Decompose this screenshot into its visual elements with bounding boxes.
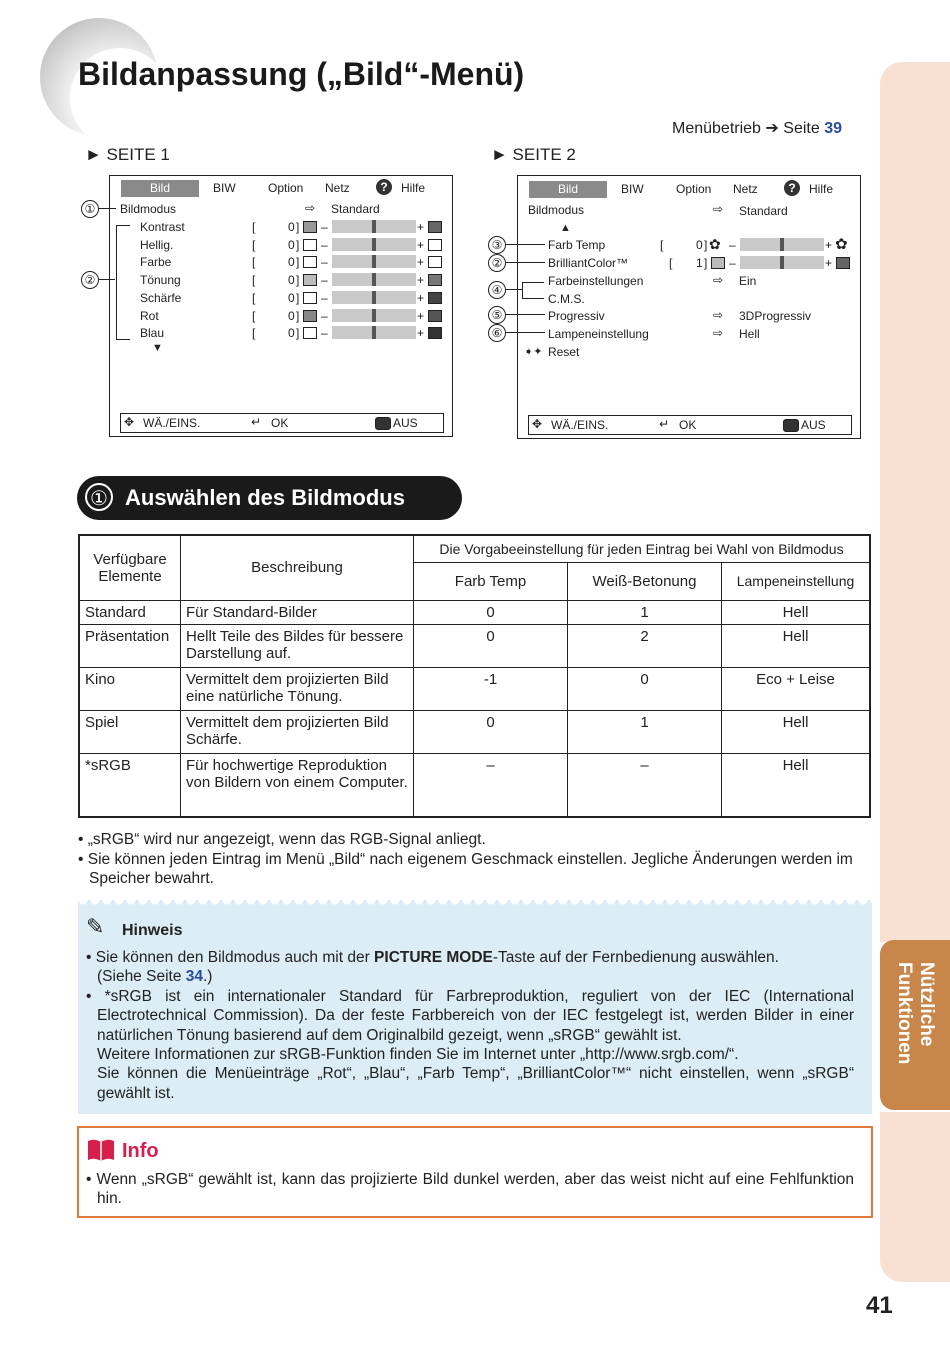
callout-line — [98, 208, 116, 209]
setting-slider[interactable] — [332, 309, 416, 322]
tab-bild: Bild — [121, 180, 199, 197]
footer-select-label: WÄ./EINS. — [551, 418, 609, 432]
footer-exit-label: AUS — [393, 416, 418, 430]
enter-arrow-icon: ⇨ — [713, 202, 724, 216]
tab-hilfe: Hilfe — [401, 181, 426, 195]
arrow-right-icon: ➔ — [765, 120, 779, 137]
footer-ok-label: OK — [271, 416, 289, 430]
cell-weiss: 1 — [568, 710, 722, 753]
osd-lampe-value: Hell — [739, 327, 760, 341]
bracket-close: ] — [704, 256, 708, 270]
minus-sign: – — [729, 256, 736, 270]
callout-5: ⑤ — [488, 306, 506, 324]
bracket-line — [116, 339, 130, 340]
brilliant-icon — [711, 257, 725, 269]
enter-arrow-icon: ⇨ — [713, 308, 724, 322]
bracket-open: [ — [669, 256, 673, 270]
contrast-icon — [428, 221, 442, 233]
section-number: ① — [85, 483, 113, 511]
header-lampe: Lampeneinstellung — [722, 562, 871, 600]
slider-knob[interactable] — [372, 238, 376, 251]
osd-footer — [528, 415, 852, 435]
header-description: Beschreibung — [181, 535, 414, 600]
cell-farbtemp: -1 — [414, 667, 568, 710]
hinweis-bold: PICTURE MODE — [374, 949, 493, 966]
cell-weiss: 0 — [568, 667, 722, 710]
tint-icon — [428, 274, 442, 286]
osd-screen-page2 — [517, 175, 861, 439]
plus-sign: + — [417, 326, 425, 341]
osd-setting-label: Tönung — [140, 273, 181, 288]
minus-sign: – — [321, 290, 328, 305]
osd-footer — [120, 413, 444, 433]
page-title: Bildanpassung („Bild“-Menü) — [78, 56, 525, 92]
enter-icon: ↵ — [251, 415, 262, 429]
plus-sign: + — [825, 256, 833, 270]
footer-select-label: WÄ./EINS. — [143, 416, 201, 430]
slider-knob[interactable] — [780, 238, 784, 251]
osd-lampe-label: Lampeneinstellung — [548, 327, 649, 341]
help-icon: ? — [784, 180, 800, 196]
table-row — [79, 600, 870, 624]
note-item: • Sie können jeden Eintrag im Menü „Bild“ nach eigenem Geschmack einstellen. Jegliche Änderungen werden im Speicher bewahrt. — [78, 850, 853, 887]
bracket-line — [522, 298, 544, 299]
tab-netz: Netz — [325, 181, 350, 195]
brilliant-icon — [836, 257, 850, 269]
bracket-close: ] — [296, 273, 300, 288]
color-temp-icon: ✿ — [709, 236, 721, 252]
slider-knob[interactable] — [372, 291, 376, 304]
setting-slider[interactable] — [332, 255, 416, 268]
osd-setting-label: Rot — [140, 308, 159, 323]
osd-setting-label: Farbe — [140, 255, 172, 270]
bracket-line — [116, 225, 117, 340]
cell-weiss: 2 — [568, 624, 722, 667]
osd-setting-value: 0 — [288, 326, 295, 341]
hinweis-line: Weitere Informationen zur sRGB-Funktion finden Sie im Internet unter „http://www.srgb.com/“. — [97, 1046, 739, 1064]
slider-knob[interactable] — [372, 326, 376, 339]
info-content — [86, 1170, 854, 1209]
setting-slider[interactable] — [332, 326, 416, 339]
cell-element: Kino — [79, 667, 181, 710]
osd-screen-page1 — [109, 175, 453, 437]
hinweis-text: *sRGB ist ein internationaler Standard für Farbreproduktion, reguliert von der IEC (International Electrotechnical Commission). Da der feste Farbbereich von der IEC festgelegt ist, werden Bilder in einer natürlichen Tönung basierend auf dem Originalbild gezeigt, wenn „sRGB“ gewählt ist. — [97, 987, 854, 1044]
hinweis-text: (Siehe Seite — [97, 968, 186, 986]
color-icon — [303, 256, 317, 268]
tab-option: Option — [268, 181, 304, 195]
reset-icon: ➧✦ — [524, 346, 543, 358]
bracket-close: ] — [296, 237, 300, 252]
bracket-close: ] — [296, 308, 300, 323]
osd-progressiv-label: Progressiv — [548, 309, 605, 323]
osd-bildmodus-label: Bildmodus — [528, 203, 585, 217]
hinweis-text: Sie können den Bildmodus auch mit der — [95, 949, 375, 966]
cell-lampe: Hell — [722, 600, 871, 624]
red-icon — [303, 310, 317, 322]
plus-sign: + — [417, 220, 425, 234]
plus-sign: + — [417, 273, 425, 288]
tint-icon — [303, 274, 317, 286]
header-elements: Verfügbare Elemente — [79, 535, 181, 600]
cell-element: Standard — [79, 600, 181, 624]
bracket-close: ] — [296, 326, 300, 341]
tab-biw: BIW — [213, 181, 236, 195]
brightness-icon — [303, 239, 317, 251]
osd-bildmodus-label: Bildmodus — [120, 202, 177, 216]
cell-lampe: Hell — [722, 753, 871, 817]
notes-list — [78, 830, 868, 889]
callout-4: ④ — [488, 281, 506, 299]
tab-biw: BIW — [621, 182, 644, 196]
bracket-open: [ — [252, 220, 256, 234]
callout-2b: ② — [488, 254, 506, 272]
info-item: • Wenn „sRGB“ gewählt ist, kann das projizierte Bild dunkel werden, aber das weist nicht auf eine Fehlfunktion hin. — [86, 1171, 854, 1208]
hinweis-title: Hinweis — [122, 922, 183, 939]
slider-knob[interactable] — [372, 220, 376, 233]
sharpness-icon — [428, 292, 442, 304]
minus-sign: – — [321, 326, 328, 341]
bracket-line — [522, 282, 523, 299]
osd-setting-label: Kontrast — [140, 220, 185, 234]
plus-sign: + — [417, 255, 425, 270]
blue-icon — [303, 327, 317, 339]
setting-slider[interactable] — [332, 220, 416, 233]
minus-sign: – — [321, 255, 328, 270]
hinweis-ref — [86, 967, 854, 986]
table-row — [79, 710, 870, 753]
callout-line — [505, 262, 545, 263]
enter-arrow-icon: ⇨ — [305, 201, 316, 215]
farbtemp-slider[interactable] — [740, 238, 824, 251]
note-text: „sRGB“ wird nur angezeigt, wenn das RGB-Signal anliegt. — [87, 831, 486, 848]
cell-farbtemp: 0 — [414, 624, 568, 667]
bracket-line — [116, 225, 130, 226]
section-title: Auswählen des Bildmodus — [125, 485, 405, 510]
scroll-up-icon: ▲ — [560, 222, 571, 234]
osd-setting-value: 0 — [288, 237, 295, 252]
seite1-label: ► SEITE 1 — [85, 145, 170, 164]
callout-line — [505, 289, 522, 290]
hinweis-text: -Taste auf der Fernbedienung auswählen. — [492, 949, 779, 966]
sharpness-icon — [303, 292, 317, 304]
plus-sign: + — [417, 237, 425, 252]
bracket-open: [ — [252, 237, 256, 252]
cell-weiss: – — [568, 753, 722, 817]
brilliant-slider[interactable] — [740, 256, 824, 269]
table-row — [79, 667, 870, 710]
menu-button-icon — [375, 417, 391, 430]
osd-progressiv-value: 3DProgressiv — [739, 309, 812, 323]
bracket-open: [ — [252, 273, 256, 288]
move-arrows-icon: ✥ — [124, 415, 135, 429]
minus-sign: – — [729, 238, 736, 252]
table-row — [79, 624, 870, 667]
bracket-close: ] — [296, 255, 300, 270]
header-farbtemp: Farb Temp — [414, 562, 568, 600]
bracket-close: ] — [704, 238, 708, 252]
cell-farbtemp: 0 — [414, 600, 568, 624]
header-weiss: Weiß-Betonung — [568, 562, 722, 600]
minus-sign: – — [321, 308, 328, 323]
cell-farbtemp: – — [414, 753, 568, 817]
osd-cms-label: C.M.S. — [548, 292, 585, 306]
cell-farbtemp: 0 — [414, 710, 568, 753]
enter-arrow-icon: ⇨ — [713, 273, 724, 287]
bracket-close: ] — [296, 290, 300, 305]
callout-1: ① — [81, 200, 99, 218]
osd-bildmodus-value: Standard — [739, 204, 788, 218]
table-row — [79, 753, 870, 817]
osd-setting-value: 0 — [288, 273, 295, 288]
setting-slider[interactable] — [332, 238, 416, 251]
section-heading — [77, 476, 462, 520]
enter-arrow-icon: ⇨ — [713, 326, 724, 340]
scroll-down-icon: ▼ — [152, 342, 163, 354]
note-item: • „sRGB“ wird nur angezeigt, wenn das RGB-Signal anliegt. — [78, 831, 486, 848]
color-temp-icon: ✿ — [835, 236, 848, 253]
menu-ref-prefix: Menübetrieb — [672, 120, 761, 137]
menu-reference — [672, 118, 842, 138]
bracket-line — [522, 282, 544, 283]
cell-element: *sRGB — [79, 753, 181, 817]
contrast-icon — [303, 221, 317, 233]
tab-hilfe: Hilfe — [809, 182, 834, 196]
callout-3: ③ — [488, 236, 506, 254]
cell-lampe: Hell — [722, 624, 871, 667]
osd-setting-label: Hellig. — [140, 237, 174, 252]
cell-description: Für Standard-Bilder — [181, 600, 414, 624]
bracket-open: [ — [252, 255, 256, 270]
hinweis-item: • Sie können den Bildmodus auch mit der PICTURE MODE-Taste auf der Fernbedienung auswählen. — [86, 949, 779, 966]
cell-lampe: Eco + Leise — [722, 667, 871, 710]
minus-sign: – — [321, 273, 328, 288]
cell-description: Vermittelt dem projizierten Bild eine natürliche Tönung. — [181, 667, 414, 710]
move-arrows-icon: ✥ — [532, 417, 543, 431]
hinweis-line: Sie können die Menüeinträge „Rot“, „Blau“, „Farb Temp“, „BrilliantColor™“ nicht einstellen, wenn „sRGB“ gewählt ist. — [97, 1065, 854, 1102]
hinweis-scallop — [78, 900, 872, 910]
osd-farbtemp-value: 0 — [696, 238, 703, 252]
callout-line — [505, 314, 545, 315]
callout-line — [98, 279, 115, 280]
minus-sign: – — [321, 237, 328, 252]
osd-setting-value: 0 — [288, 220, 295, 234]
osd-setting-value: 0 — [288, 255, 295, 270]
info-title: Info — [122, 1140, 159, 1162]
cell-description: Hellt Teile des Bildes für bessere Darstellung auf. — [181, 624, 414, 667]
cell-element: Spiel — [79, 710, 181, 753]
pencil-icon: ✎ — [86, 914, 105, 939]
bildmodus-table — [78, 534, 871, 818]
bracket-open: [ — [252, 326, 256, 341]
bracket-close: ] — [296, 220, 300, 234]
slider-knob[interactable] — [372, 255, 376, 268]
side-tab-label: Nützliche Funktionen — [894, 962, 937, 1065]
osd-bildmodus-value: Standard — [331, 202, 380, 216]
osd-brilliant-label: BrilliantColor™ — [548, 256, 629, 270]
bracket-open: [ — [252, 290, 256, 305]
setting-slider[interactable] — [332, 291, 416, 304]
slider-knob[interactable] — [372, 309, 376, 322]
callout-line — [505, 332, 545, 333]
hinweis-item: • *sRGB ist ein internationaler Standard für Farbreproduktion, reguliert von der IEC (International Electrotechnical Commission). Da der feste Farbbereich von der IEC festgelegt ist, werden Bilder in einer natürlichen Tönung basierend auf dem Originalbild gezeigt, wenn „sRGB“ gewählt ist. — [86, 987, 854, 1044]
osd-setting-label: Blau — [140, 326, 165, 341]
callout-2: ② — [81, 271, 99, 289]
tab-netz: Netz — [733, 182, 758, 196]
brightness-icon — [428, 239, 442, 251]
osd-reset-label: Reset — [548, 345, 580, 359]
blue-icon — [428, 327, 442, 339]
color-icon — [428, 256, 442, 268]
minus-sign: – — [321, 220, 328, 234]
plus-sign: + — [825, 238, 833, 252]
side-tab-background-bottom — [880, 1112, 950, 1282]
menu-ref-page-link[interactable]: 39 — [824, 120, 842, 137]
cell-description: Vermittelt dem projizierten Bild Schärfe. — [181, 710, 414, 753]
slider-knob[interactable] — [780, 256, 784, 269]
setting-slider[interactable] — [332, 273, 416, 286]
page-number: 41 — [866, 1292, 893, 1319]
note-text: Sie können jeden Eintrag im Menü „Bild“ nach eigenem Geschmack einstellen. Jegliche Änderungen werden im Speicher bewahrt. — [87, 850, 853, 887]
menu-button-icon — [783, 419, 799, 432]
callout-line — [505, 244, 545, 245]
info-text: Wenn „sRGB“ gewählt ist, kann das projizierte Bild dunkel werden, aber das weist nicht auf eine Fehlfunktion hin. — [96, 1171, 854, 1208]
bracket-open: [ — [252, 308, 256, 323]
footer-ok-label: OK — [679, 418, 697, 432]
cell-element: Präsentation — [79, 624, 181, 667]
page-link[interactable]: 34 — [185, 968, 203, 986]
osd-setting-label: Schärfe — [140, 290, 182, 305]
osd-brilliant-value: 1 — [696, 256, 703, 270]
bracket-open: [ — [660, 238, 664, 252]
osd-farbtemp-label: Farb Temp — [548, 238, 606, 252]
tab-bild: Bild — [529, 181, 607, 198]
cell-weiss: 1 — [568, 600, 722, 624]
hinweis-text: .) — [203, 968, 213, 986]
footer-exit-label: AUS — [801, 418, 826, 432]
side-tab-background — [880, 62, 950, 942]
osd-farbeinst-value: Ein — [739, 274, 757, 288]
slider-knob[interactable] — [372, 273, 376, 286]
red-icon — [428, 310, 442, 322]
hinweis-content — [86, 948, 854, 1103]
osd-farbeinst-label: Farbeinstellungen — [548, 274, 644, 288]
help-icon: ? — [376, 179, 392, 195]
tab-option: Option — [676, 182, 712, 196]
book-icon — [86, 1138, 116, 1162]
osd-setting-value: 0 — [288, 308, 295, 323]
menu-ref-page-word: Seite — [783, 120, 820, 137]
osd-setting-value: 0 — [288, 290, 295, 305]
plus-sign: + — [417, 308, 425, 323]
header-defaults-group: Die Vorgabeeinstellung für jeden Eintrag bei Wahl von Bildmodus — [414, 535, 871, 562]
enter-icon: ↵ — [659, 417, 670, 431]
plus-sign: + — [417, 290, 425, 305]
seite2-label: ► SEITE 2 — [491, 145, 576, 164]
cell-lampe: Hell — [722, 710, 871, 753]
callout-6: ⑥ — [488, 324, 506, 342]
cell-description: Für hochwertige Reproduktion von Bildern von einem Computer. — [181, 753, 414, 817]
